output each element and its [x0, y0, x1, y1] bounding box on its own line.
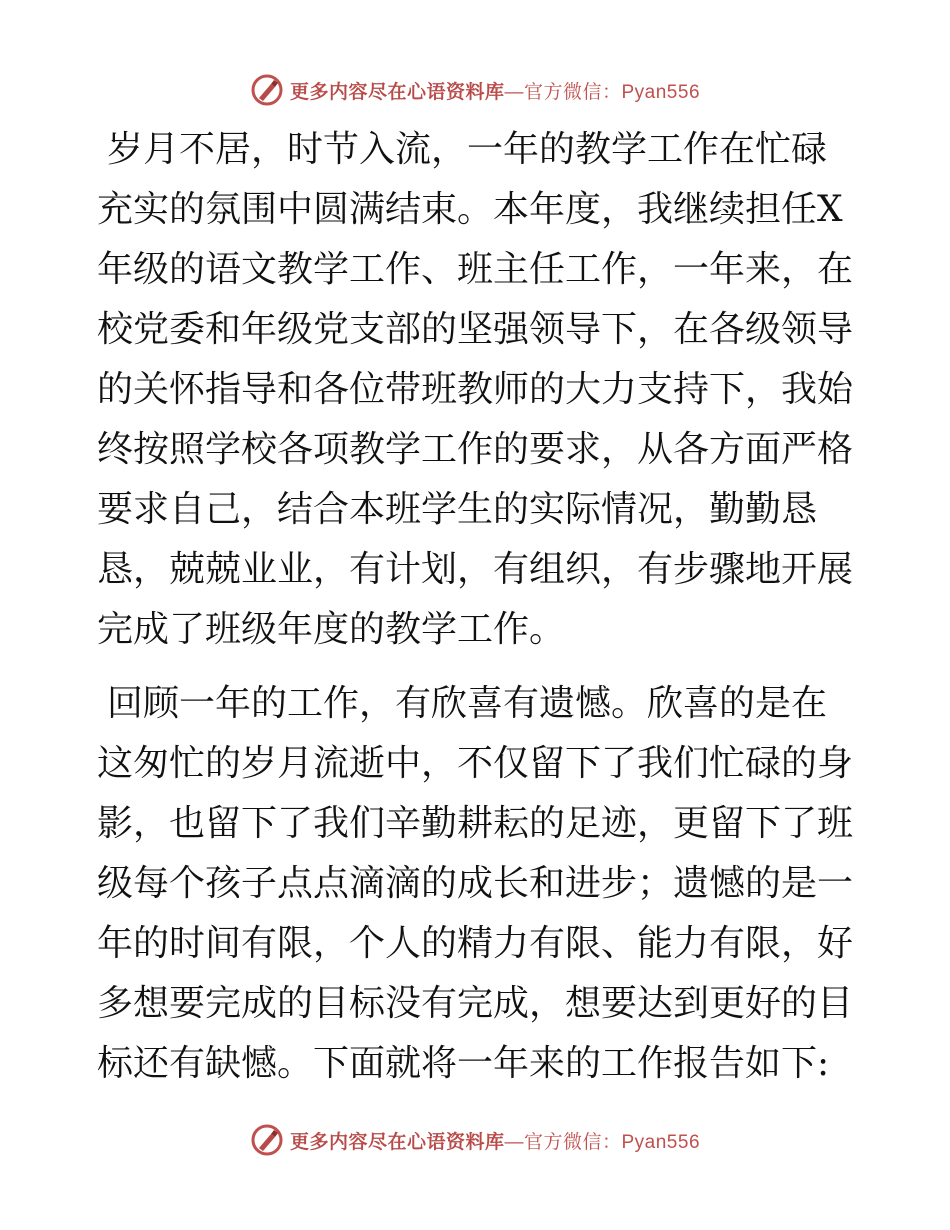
paragraph-2: 回顾一年的工作，有欣喜有遗憾。欣喜的是在这匆忙的岁月流逝中，不仅留下了我们忙碌的身影，也留下了我们辛勤耕耘的足迹，更留下了班级每个孩子点点滴滴的成长和进步；遗憾的是一年的时间有限，个人的精力有限、能力有限，好多想要完成的目标没有完成，想要达到更好的目标还有缺憾。下面就将一年来的工作报告如下: — [97, 683, 854, 1084]
footer-banner-main: 更多内容尽在心语资料库 — [289, 1131, 505, 1153]
footer-banner-wechat: 官方微信：Pyan556 — [524, 1131, 701, 1153]
header-banner-wechat: 官方微信：Pyan556 — [524, 81, 701, 103]
footer-banner — [0, 1120, 950, 1160]
footer-banner-separator: — — [504, 1131, 524, 1153]
pen-logo-icon — [250, 1123, 284, 1157]
header-banner-separator: — — [504, 81, 524, 103]
pen-logo-icon — [250, 73, 284, 107]
header-banner — [0, 70, 950, 110]
document-body — [97, 120, 857, 1108]
header-banner-main: 更多内容尽在心语资料库 — [289, 81, 505, 103]
footer-banner-text — [290, 1127, 700, 1154]
header-banner-text — [290, 77, 700, 104]
paragraph-1: 岁月不居，时节入流，一年的教学工作在忙碌充实的氛围中圆满结束。本年度，我继续担任X年级的语文教学工作、班主任工作，一年来，在校党委和年级党支部的坚强领导下，在各级领导的关怀指导和各位带班教师的大力支持下，我始终按照学校各项教学工作的要求，从各方面严格要求自己，结合本班学生的实际情况，勤勤恳恳，兢兢业业，有计划，有组织，有步骤地开展完成了班级年度的教学工作。 — [97, 129, 854, 650]
